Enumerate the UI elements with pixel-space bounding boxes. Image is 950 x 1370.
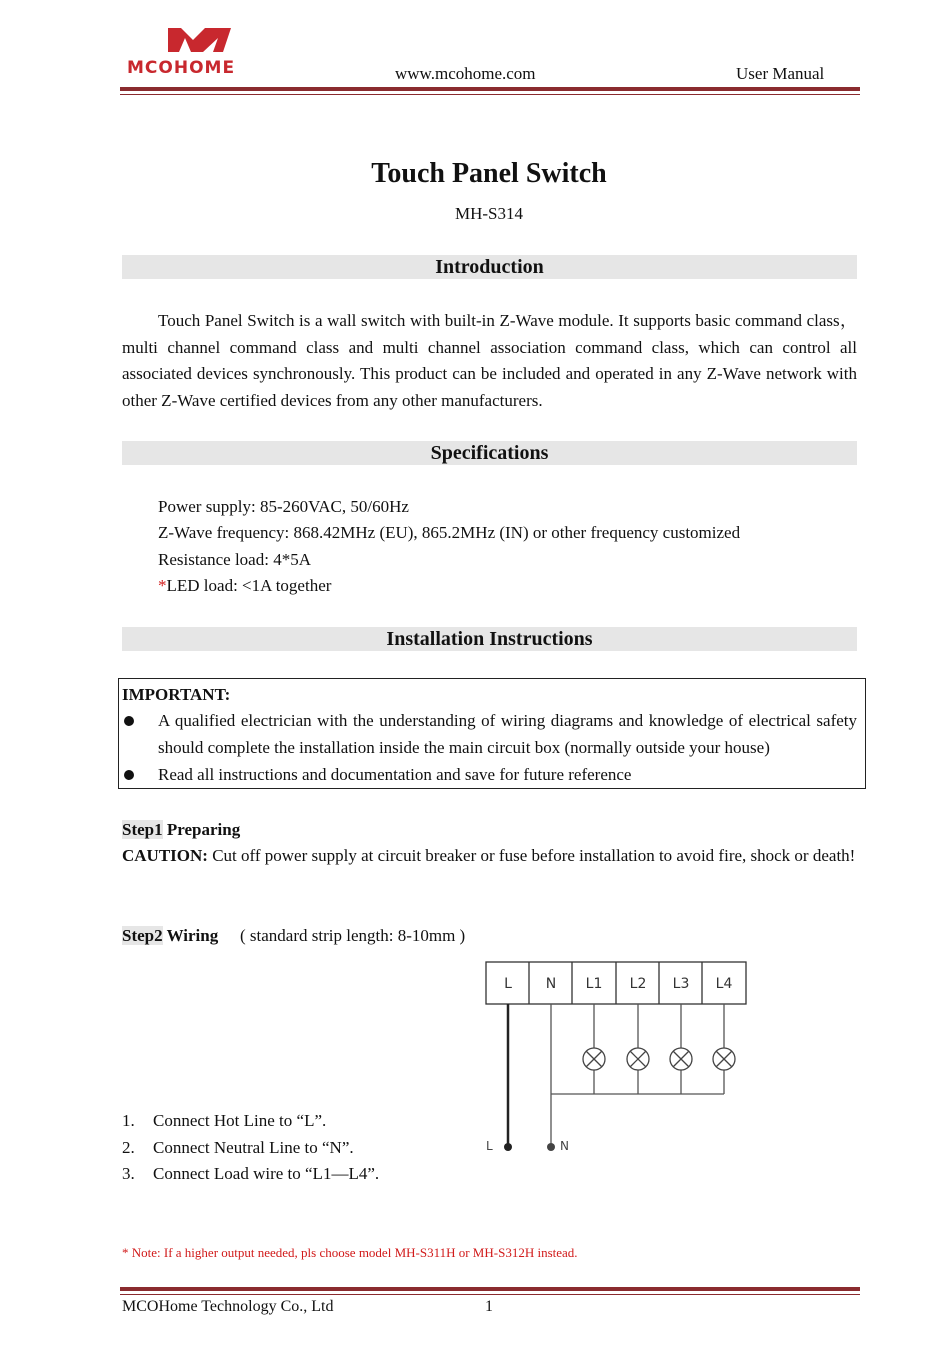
footer-rule-thick xyxy=(120,1287,860,1291)
led-load-text: LED load: <1A together xyxy=(166,576,332,595)
spec-resistance: Resistance load: 4*5A xyxy=(158,550,311,569)
logo-mark-icon xyxy=(123,24,273,58)
header-rule-thick xyxy=(120,87,860,91)
important-item-1: A qualified electrician with the understanding of wiring diagrams and knowledge of electrical safety should complete the installation inside the main circuit box (normally outside your house) xyxy=(158,711,857,757)
caution-text: Cut off power supply at circuit breaker or fuse before installation to avoid fire, shock or death! xyxy=(207,846,856,865)
step2-title: Wiring xyxy=(162,926,219,945)
list-item xyxy=(122,1135,354,1162)
footer-rule-thin xyxy=(120,1294,860,1295)
lamp-icon xyxy=(670,1048,692,1070)
terminal-label-n: N xyxy=(545,976,557,992)
list-number: 3. xyxy=(122,1164,135,1183)
step1-heading xyxy=(122,817,240,844)
bottom-label-l: L xyxy=(486,1139,493,1153)
neutral-line-terminal-dot xyxy=(547,1143,555,1151)
step2-label: Step2 xyxy=(122,926,163,945)
led-asterisk: * xyxy=(158,576,167,595)
spec-power-supply: Power supply: 85-260VAC, 50/60Hz xyxy=(158,497,409,516)
footer-company: MCOHome Technology Co., Ltd xyxy=(122,1298,334,1315)
lamp-icon xyxy=(713,1048,735,1070)
wiring-diagram xyxy=(480,958,755,1173)
list-text: Connect Neutral Line to “N”. xyxy=(153,1138,354,1157)
caution-paragraph xyxy=(122,843,857,870)
step2-heading xyxy=(122,923,218,950)
introduction-heading: Introduction xyxy=(435,256,544,278)
step1-label: Step1 xyxy=(122,820,163,839)
terminal-label-l4: L4 xyxy=(715,976,733,992)
step1-title: Preparing xyxy=(162,820,241,839)
header-rule-thin xyxy=(120,94,860,95)
installation-heading: Installation Instructions xyxy=(386,628,593,650)
terminal-label-l1: L1 xyxy=(585,976,603,992)
important-heading: IMPORTANT: xyxy=(122,685,231,704)
specifications-heading: Specifications xyxy=(430,442,549,464)
terminal-label-l2: L2 xyxy=(629,976,647,992)
footnote: * Note: If a higher output needed, pls choose model MH-S311H or MH-S312H instead. xyxy=(122,1245,578,1260)
lamp-icon xyxy=(627,1048,649,1070)
list-text: Connect Hot Line to “L”. xyxy=(153,1111,327,1130)
terminal-label-l: L xyxy=(504,976,512,992)
header-url[interactable]: www.mcohome.com xyxy=(395,64,536,83)
bottom-label-n: N xyxy=(560,1139,569,1153)
caution-label: CAUTION: xyxy=(122,846,208,865)
logo-text: MCOHOME xyxy=(127,58,236,78)
page-number: 1 xyxy=(485,1298,493,1315)
important-item-2: Read all instructions and documentation and save for future reference xyxy=(158,765,632,784)
list-item xyxy=(122,1161,380,1188)
spec-led-load xyxy=(158,573,331,600)
bullet-dot-icon xyxy=(124,770,134,780)
hot-line-terminal-dot xyxy=(504,1143,512,1151)
document-title: Touch Panel Switch xyxy=(371,158,607,189)
lamp-icon xyxy=(583,1048,605,1070)
model-number: MH-S314 xyxy=(454,204,523,223)
list-number: 2. xyxy=(122,1138,135,1157)
list-item xyxy=(122,1108,327,1135)
header-doc-type: User Manual xyxy=(736,64,825,83)
terminal-label-l3: L3 xyxy=(672,976,690,992)
intro-paragraph: Touch Panel Switch is a wall switch with built-in Z-Wave module. It supports basic command class，multi channel command class and multi channel association command class, which can control all associated devices synchronously. This product can be included and operated in any Z-Wave network with other Z-Wave certified devices from any other manufacturers. xyxy=(122,311,857,410)
step2-strip-note: ( standard strip length: 8-10mm ) xyxy=(240,926,466,945)
list-number: 1. xyxy=(122,1111,135,1130)
list-text: Connect Load wire to “L1—L4”. xyxy=(153,1164,380,1183)
spec-frequency: Z-Wave frequency: 868.42MHz (EU), 865.2MHz (IN) or other frequency customized xyxy=(158,523,741,542)
bullet-dot-icon xyxy=(124,716,134,726)
